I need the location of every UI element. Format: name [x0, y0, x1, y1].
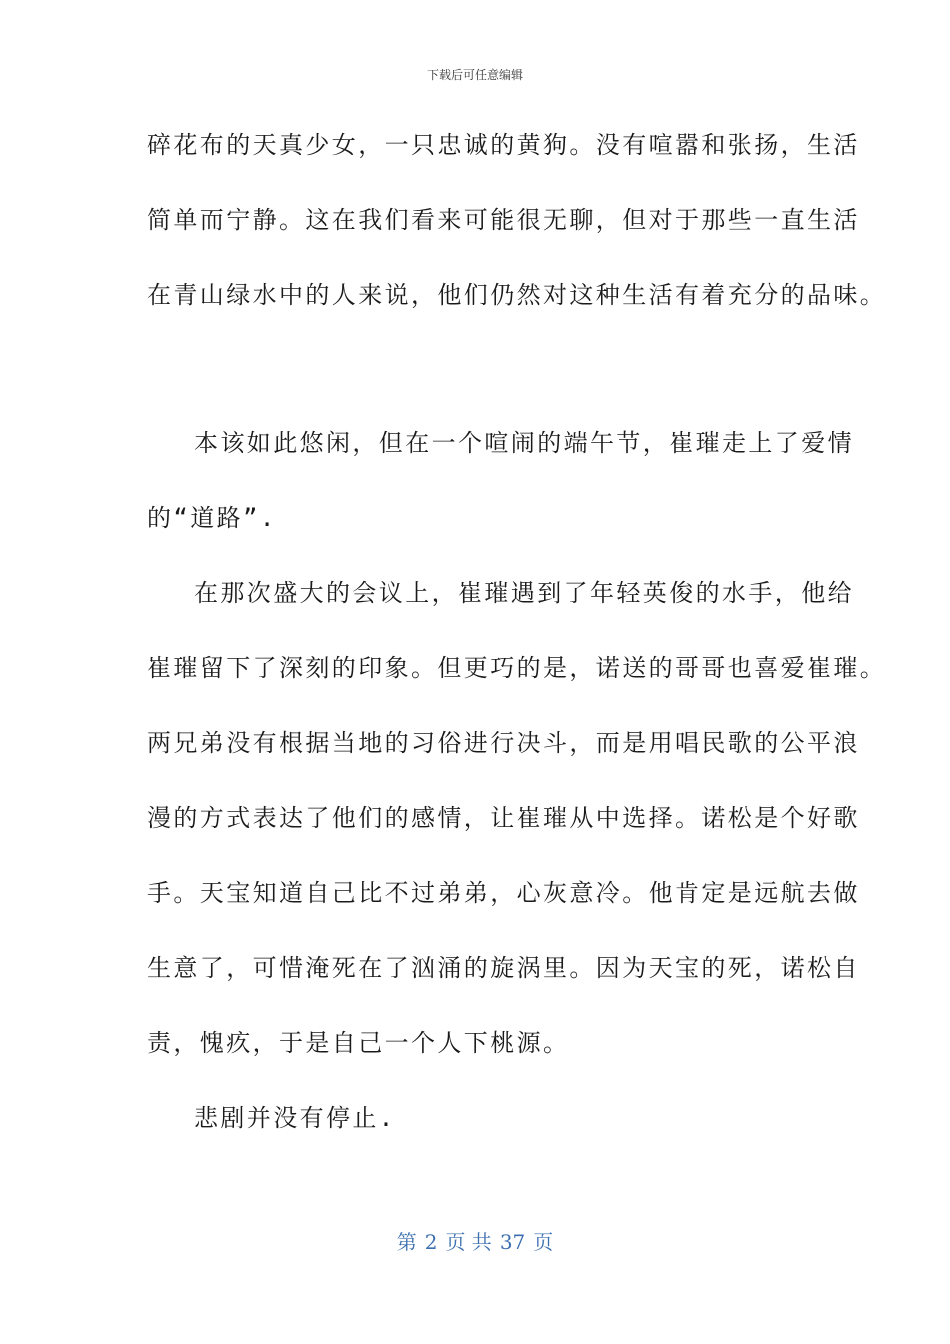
body-line: 在青山绿水中的人来说，他们仍然对这种生活有着充分的品味。: [147, 281, 887, 309]
footer-middle: 页 共: [445, 1230, 492, 1254]
body-line: 悲剧并没有停止.: [194, 1104, 396, 1132]
footer-suffix: 页: [533, 1230, 554, 1254]
body-line: 在那次盛大的会议上，崔璀遇到了年轻英俊的水手，他给: [194, 579, 854, 607]
body-line: 碎花布的天真少女，一只忠诚的黄狗。没有喧嚣和张扬，生活: [147, 131, 860, 159]
body-line: 漫的方式表达了他们的感情，让崔璀从中选择。诺松是个好歌: [147, 804, 860, 832]
body-line: 简单而宁静。这在我们看来可能很无聊，但对于那些一直生活: [147, 206, 860, 234]
current-page-number: 2: [424, 1230, 438, 1254]
body-line: 两兄弟没有根据当地的习俗进行决斗，而是用唱民歌的公平浪: [147, 729, 860, 757]
body-line: 本该如此悠闲，但在一个喧闹的端午节，崔璀走上了爱情: [194, 429, 854, 457]
body-line: 手。天宝知道自己比不过弟弟，心灰意冷。他肯定是远航去做: [147, 879, 860, 907]
page-footer: [0, 1226, 950, 1255]
body-line: 的“道路”.: [147, 504, 277, 532]
page-header: 下载后可任意编辑: [426, 68, 523, 82]
footer-prefix: 第: [396, 1230, 417, 1254]
total-page-count: 37: [499, 1230, 526, 1254]
body-line: 责，愧疚，于是自己一个人下桃源。: [147, 1029, 570, 1057]
body-line: 崔璀留下了深刻的印象。但更巧的是，诺送的哥哥也喜爱崔璀。: [147, 654, 887, 682]
body-line: 生意了，可惜淹死在了汹涌的旋涡里。因为天宝的死，诺松自: [147, 954, 860, 982]
